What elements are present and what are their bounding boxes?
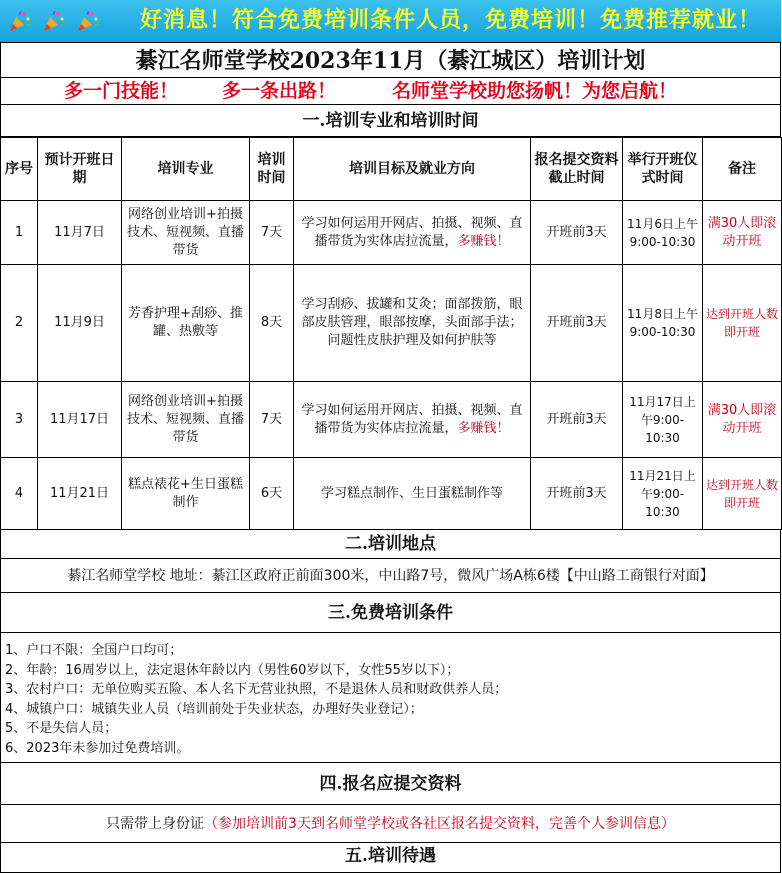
cell-major: 网络创业培训+拍摄技术、短视频、直播带货 <box>122 382 250 458</box>
list-item: 1、户口不限：全国户口均可； <box>5 643 183 658</box>
cell-major: 芳香护理+刮痧、推罐、热敷等 <box>122 265 250 382</box>
cell-major: 糕点裱花+生日蛋糕制作 <box>122 458 250 530</box>
party-popper-icon <box>42 9 66 33</box>
cell-days: 7天 <box>250 201 294 265</box>
section-heading-5: 五.培训待遇 <box>0 843 781 873</box>
table-row <box>1 458 782 530</box>
list-item: 4、城镇户口：城镇失业人员（培训前处于失业状态，办理好失业登记）； <box>5 701 423 717</box>
party-popper-icon <box>8 9 32 33</box>
documents-note: （参加培训前3天到名师堂学校或各社区报名提交资料，完善个人参训信息） <box>204 816 675 832</box>
cell-goal <box>294 382 531 458</box>
cell-ceremony: 11月17日上午9:00-10:30 <box>623 382 703 458</box>
banner-text: 好消息！符合免费培训条件人员，免费培训！免费推荐就业！ <box>140 8 762 33</box>
cell-goal <box>294 458 531 530</box>
header-days: 培训时间 <box>250 138 294 201</box>
header-ceremony: 举行开班仪式时间 <box>623 138 703 201</box>
slogan-2: 多一条出路！ <box>222 80 337 102</box>
documents-line <box>0 805 781 843</box>
header-goal: 培训目标及就业方向 <box>294 138 531 201</box>
cell-goal <box>294 265 531 382</box>
cell-note: 满30人即滚动开班 <box>703 201 782 265</box>
cell-no: 2 <box>1 265 38 382</box>
goal-highlight: 多赚钱！ <box>457 420 510 436</box>
cell-ceremony: 11月6日上午9:00-10:30 <box>623 201 703 265</box>
cell-goal <box>294 201 531 265</box>
address-line: 綦江名师堂学校 地址：綦江区政府正前面300米，中山路7号，微风广场A栋6楼【中山路工商银行对面】 <box>0 559 781 593</box>
goal-text: 学习刮痧、拔罐和艾灸；面部拨筋，眼部皮肤管理，眼部按摩，头面部手法；问题性皮肤护理及如何护肤等 <box>301 297 523 348</box>
cell-ceremony: 11月21日上午9:00-10:30 <box>623 458 703 530</box>
section-heading-2: 二.培训地点 <box>0 529 781 559</box>
cell-date: 11月21日 <box>38 458 122 530</box>
cell-note: 达到开班人数即开班 <box>703 458 782 530</box>
list-item: 5、不是失信人员； <box>5 721 118 736</box>
cell-note: 满30人即滚动开班 <box>703 382 782 458</box>
documents-text: 只需带上身份证 <box>106 816 205 832</box>
table-header-row <box>1 138 782 201</box>
goal-highlight: 多赚钱！ <box>457 233 510 249</box>
header-deadline: 报名提交资料截止时间 <box>531 138 623 201</box>
list-item: 2、年龄：16周岁以上，法定退休年龄以内（男性60岁以下，女性55岁以下）； <box>5 662 460 678</box>
cell-major: 网络创业培训+拍摄技术、短视频、直播带货 <box>122 201 250 265</box>
section-heading-3: 三.免费培训条件 <box>0 593 781 633</box>
list-item: 6、2023年未参加过免费培训。 <box>5 740 190 756</box>
cell-deadline: 开班前3天 <box>531 458 623 530</box>
cell-ceremony: 11月8日上午9:00-10:30 <box>623 265 703 382</box>
goal-text: 学习糕点制作、生日蛋糕制作等 <box>320 485 503 501</box>
party-popper-icon <box>76 9 100 33</box>
conditions-list <box>0 633 781 763</box>
cell-no: 3 <box>1 382 38 458</box>
header-note: 备注 <box>703 138 782 201</box>
cell-date: 11月9日 <box>38 265 122 382</box>
cell-days: 6天 <box>250 458 294 530</box>
cell-days: 7天 <box>250 382 294 458</box>
page-title: 綦江名师堂学校2023年11月（綦江城区）培训计划 <box>0 42 781 78</box>
table-row <box>1 201 782 265</box>
slogan-1: 多一门技能！ <box>64 80 179 102</box>
header-major: 培训专业 <box>122 138 250 201</box>
goal-text: 学习如何运用开网店、拍摄、视频、直播带货为实体店拉流量， <box>301 215 523 249</box>
table-row <box>1 382 782 458</box>
goal-text: 学习如何运用开网店、拍摄、视频、直播带货为实体店拉流量， <box>301 402 523 436</box>
cell-deadline: 开班前3天 <box>531 265 623 382</box>
slogan-bar <box>0 78 781 105</box>
header-no: 序号 <box>1 138 38 201</box>
top-banner <box>0 0 781 42</box>
cell-note: 达到开班人数即开班 <box>703 265 782 382</box>
cell-no: 1 <box>1 201 38 265</box>
cell-deadline: 开班前3天 <box>531 382 623 458</box>
section-heading-1: 一.培训专业和培训时间 <box>0 105 781 137</box>
slogan-3: 名师堂学校助您扬帆！为您启航！ <box>392 80 678 102</box>
cell-deadline: 开班前3天 <box>531 201 623 265</box>
cell-date: 11月17日 <box>38 382 122 458</box>
training-schedule-table <box>0 137 782 530</box>
cell-date: 11月7日 <box>38 201 122 265</box>
table-row <box>1 265 782 382</box>
section-heading-4: 四.报名应提交资料 <box>0 763 781 805</box>
header-date: 预计开班日期 <box>38 138 122 201</box>
list-item: 3、农村户口：无单位购买五险、本人名下无营业执照，不是退休人员和财政供养人员； <box>5 682 508 697</box>
cell-no: 4 <box>1 458 38 530</box>
cell-days: 8天 <box>250 265 294 382</box>
